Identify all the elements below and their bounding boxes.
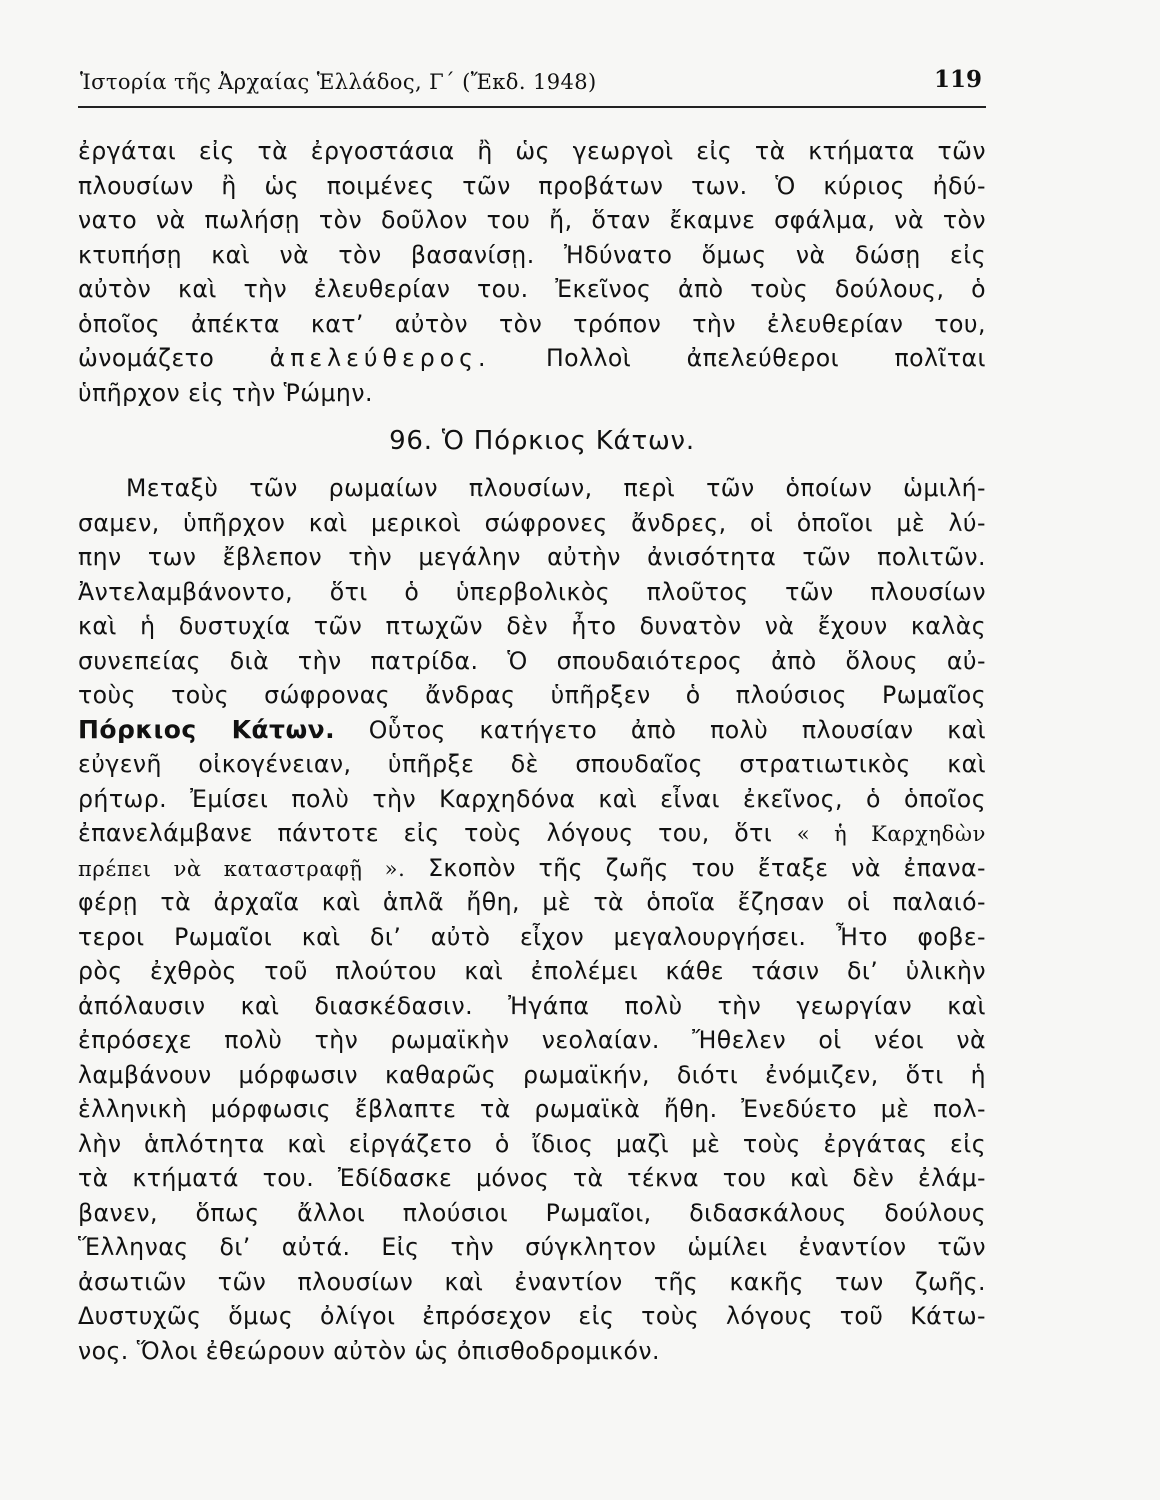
quotation: « ἡ Καρχηδὼν	[796, 822, 986, 846]
paragraph-cato	[78, 471, 986, 1368]
text-line: εὐγενῆ οἰκογένειαν, ὑπῆρξε δὲ σπουδαῖος στρατιωτικὸς καὶ	[78, 750, 986, 778]
text-line: πλουσίων ἢ ὡς ποιμένες τῶν προβάτων των. Ὁ κύριος ἠδύ-	[78, 171, 986, 200]
text-line: ρὸς ἐχθρὸς τοῦ πλούτου καὶ ἐπολέμει κάθε τάσιν δι’ ὑλικὴν	[78, 957, 986, 985]
text-line: λαμβάνουν μόρφωσιν καθαρῶς ρωμαϊκήν, διότι ἐνόμιζεν, ὅτι ἡ	[78, 1060, 986, 1089]
text-line: Ἀντελαμβάνοντο, ὅτι ὁ ὑπερβολικὸς πλοῦτος τῶν πλουσίων	[78, 577, 986, 606]
text-line: τοὺς τοὺς σώφρονας ἄνδρας ὑπῆρξεν ὁ πλούσιος Ρωμαῖος	[78, 681, 986, 709]
page-header	[78, 62, 986, 108]
text-line: νος. Ὅλοι ἐθεώρουν αὐτὸν ὡς ὀπισθοδρομικόν.	[78, 1336, 660, 1365]
text-line: Ἕλληνας δι’ αὐτά. Εἰς τὴν σύγκλητον ὡμίλει ἐναντίον τῶν	[78, 1233, 986, 1261]
text-line: αὐτὸν καὶ τὴν ἐλευθερίαν του. Ἐκεῖνος ἀπὸ τοὺς δούλους, ὁ	[78, 275, 986, 303]
paragraph-slavery	[78, 134, 986, 410]
text-line	[78, 341, 986, 376]
text-line	[78, 851, 986, 886]
text-fragment: Οὗτος κατήγετο ἀπὸ πολὺ πλουσίαν καὶ	[335, 715, 986, 744]
text-line: κτυπήσῃ καὶ νὰ τὸν βασανίσῃ. Ἠδύνατο ὅμως νὰ δώσῃ εἰς	[78, 240, 986, 269]
text-line: πην των ἔβλεπον τὴν μεγάλην αὐτὴν ἀνισότητα τῶν πολιτῶν.	[78, 543, 986, 571]
text-line: ἐπρόσεχε πολὺ τὴν ρωμαϊκὴν νεολαίαν. Ἤθελεν οἱ νέοι νὰ	[78, 1026, 986, 1054]
text-line: ἀσωτιῶν τῶν πλουσίων καὶ ἐναντίον τῆς κακῆς των ζωῆς.	[78, 1267, 986, 1296]
text-line: ρήτωρ. Ἐμίσει πολὺ τὴν Καρχηδόνα καὶ εἶναι ἐκεῖνος, ὁ ὁποῖος	[78, 784, 986, 813]
page-body	[78, 134, 986, 1368]
text-line: ἑλληνικὴ μόρφωσις ἔβλαπτε τὰ ρωμαϊκὰ ἤθη. Ἐνεδύετο μὲ πολ-	[78, 1095, 986, 1123]
section-heading: 96. Ὁ Πόρκιος Κάτων.	[389, 426, 695, 456]
text-line: Δυστυχῶς ὅμως ὀλίγοι ἐπρόσεχον εἰς τοὺς λόγους τοῦ Κάτω-	[78, 1302, 986, 1330]
text-fragment: ὠνομάζετο	[78, 344, 270, 372]
text-line	[78, 816, 986, 851]
text-line: συνεπείας διὰ τὴν πατρίδα. Ὁ σπουδαιότερος ἀπὸ ὅλους αὐ-	[78, 646, 986, 675]
text-line: λὴν ἁπλότητα καὶ εἰργάζετο ὁ ἴδιος μαζὶ μὲ τοὺς ἐργάτας εἰς	[78, 1129, 986, 1158]
bold-name: Πόρκιος Κάτων.	[78, 714, 336, 744]
text-line: σαμεν, ὑπῆρχον καὶ μερικοὶ σώφρονες ἄνδρες, οἱ ὁποῖοι μὲ λύ-	[78, 508, 986, 537]
text-line: βανεν, ὅπως ἄλλοι πλούσιοι Ρωμαῖοι, διδασκάλους δούλους	[78, 1198, 986, 1227]
emphasized-term: ἀπελεύθερος.	[269, 344, 491, 372]
text-line: ὑπῆρχον εἰς τὴν Ῥώμην.	[78, 378, 373, 407]
text-fragment: Πολλοὶ ἀπελεύθεροι πολῖται	[490, 344, 986, 372]
quotation: πρέπει νὰ καταστραφῇ ».	[78, 856, 406, 881]
text-line: ἀπόλαυσιν καὶ διασκέδασιν. Ἠγάπα πολὺ τὴν γεωργίαν καὶ	[78, 991, 986, 1020]
text-line: φέρῃ τὰ ἀρχαῖα καὶ ἁπλᾶ ἤθη, μὲ τὰ ὁποῖα ἔζησαν οἱ παλαιό-	[78, 888, 986, 916]
text-line: νατο νὰ πωλήσῃ τὸν δοῦλον του ἤ, ὅταν ἔκαμνε σφάλμα, νὰ τὸν	[78, 206, 986, 234]
text-line: ἐργάται εἰς τὰ ἐργοστάσια ἢ ὡς γεωργοὶ εἰς τὰ κτήματα τῶν	[78, 137, 986, 165]
text-line: ὁποῖος ἀπέκτα κατ’ αὐτὸν τὸν τρόπον τὴν ἐλευθερίαν του,	[78, 309, 986, 338]
text-line: τεροι Ρωμαῖοι καὶ δι’ αὐτὸ εἶχον μεγαλουργήσει. Ἦτο φοβε-	[78, 922, 986, 951]
text-fragment: Σκοπὸν τῆς ζωῆς του ἔταξε νὰ ἐπανα-	[405, 853, 986, 882]
text-line: καὶ ἡ δυστυχία τῶν πτωχῶν δὲν ἦτο δυνατὸν νὰ ἔχουν καλὰς	[78, 612, 986, 640]
text-fragment: ἐπανελάμβανε πάντοτε εἰς τοὺς λόγους του, ὅτι	[78, 819, 797, 847]
text-line: Μεταξὺ τῶν ρωμαίων πλουσίων, περὶ τῶν ὁποίων ὡμιλή-	[126, 474, 986, 502]
running-title: Ἱστορία τῆς Ἀρχαίας Ἑλλάδος, Γ΄ (Ἔκδ. 1948)	[80, 70, 597, 94]
book-page	[78, 62, 986, 1462]
text-line: τὰ κτήματά του. Ἐδίδασκε μόνος τὰ τέκνα του καὶ δὲν ἐλάμ-	[78, 1164, 986, 1192]
page-number: 119	[933, 66, 982, 93]
text-line	[78, 713, 986, 748]
